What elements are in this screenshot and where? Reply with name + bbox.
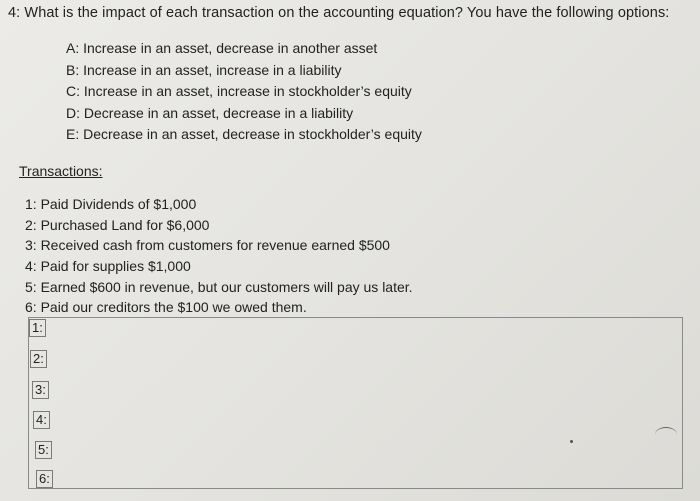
options-list <box>66 38 422 146</box>
transaction-4: 4: Paid for supplies $1,000 <box>25 258 191 275</box>
answer-label-3: 3: <box>32 381 49 399</box>
transactions-list <box>25 194 413 318</box>
option-b: B: Increase in an asset, increase in a liability <box>66 61 342 78</box>
transaction-6: 6: Paid our creditors the $100 we owed them. <box>25 299 307 316</box>
transaction-5: 5: Earned $600 in revenue, but our customers will pay us later. <box>25 278 413 295</box>
option-c: C: Increase in an asset, increase in stockholder’s equity <box>66 83 412 99</box>
answer-box[interactable] <box>28 317 683 489</box>
option-a: A: Increase in an asset, decrease in another asset <box>66 40 378 56</box>
transactions-heading: Transactions: <box>19 163 103 179</box>
transaction-3: 3: Received cash from customers for revenue earned $500 <box>25 237 390 254</box>
transaction-1: 1: Paid Dividends of $1,000 <box>25 196 197 212</box>
answer-label-2: 2: <box>30 350 47 368</box>
answer-label-1: 1: <box>29 319 46 337</box>
pen-stroke <box>655 427 677 442</box>
answer-label-4: 4: <box>33 411 50 429</box>
option-e: E: Decrease in an asset, decrease in stockholder’s equity <box>66 126 422 142</box>
answer-label-5: 5: <box>35 441 52 459</box>
pen-mark <box>570 440 573 443</box>
transaction-2: 2: Purchased Land for $6,000 <box>25 216 210 233</box>
option-d: D: Decrease in an asset, decrease in a liability <box>66 104 354 121</box>
answer-label-6: 6: <box>36 470 53 488</box>
question-text: 4: What is the impact of each transaction on the accounting equation? You have the following options: <box>8 5 670 21</box>
